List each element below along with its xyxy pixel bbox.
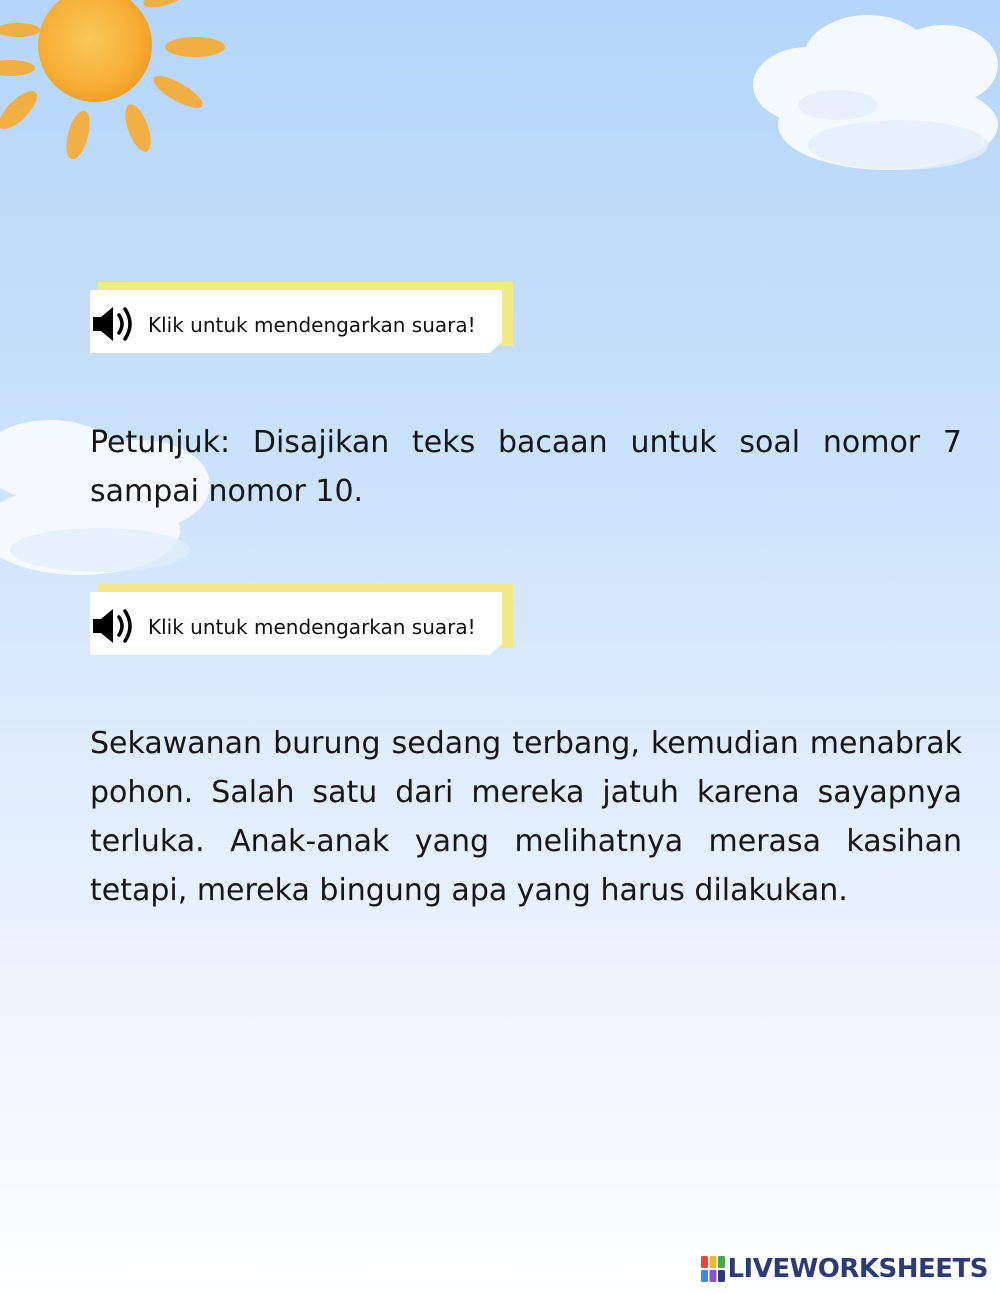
liveworksheets-logo xyxy=(701,1252,988,1286)
audio-button-label: Klik untuk mendengarkan suara! xyxy=(148,313,476,337)
liveworksheets-logo-icon xyxy=(701,1256,725,1282)
play-audio-button[interactable] xyxy=(90,282,513,354)
brand-name: LIVEWORKSHEETS xyxy=(727,1254,988,1284)
reading-passage: Sekawanan burung sedang terbang, kemudian menabrak pohon. Salah satu dari mereka jatuh karena sayapnya terluka. Anak-anak yang melihatnya merasa kasihan tetapi, mereka bingung apa yang harus dilakukan. xyxy=(90,726,962,908)
sun-decoration xyxy=(0,0,240,180)
cloud-decoration xyxy=(748,5,1000,185)
instruction-text: Petunjuk: Disajikan teks bacaan untuk soal nomor 7 sampai nomor 10. xyxy=(90,425,962,509)
speaker-icon xyxy=(91,304,141,344)
play-audio-button[interactable] xyxy=(90,584,513,656)
speaker-icon xyxy=(91,606,141,646)
audio-button-label: Klik untuk mendengarkan suara! xyxy=(148,615,476,639)
